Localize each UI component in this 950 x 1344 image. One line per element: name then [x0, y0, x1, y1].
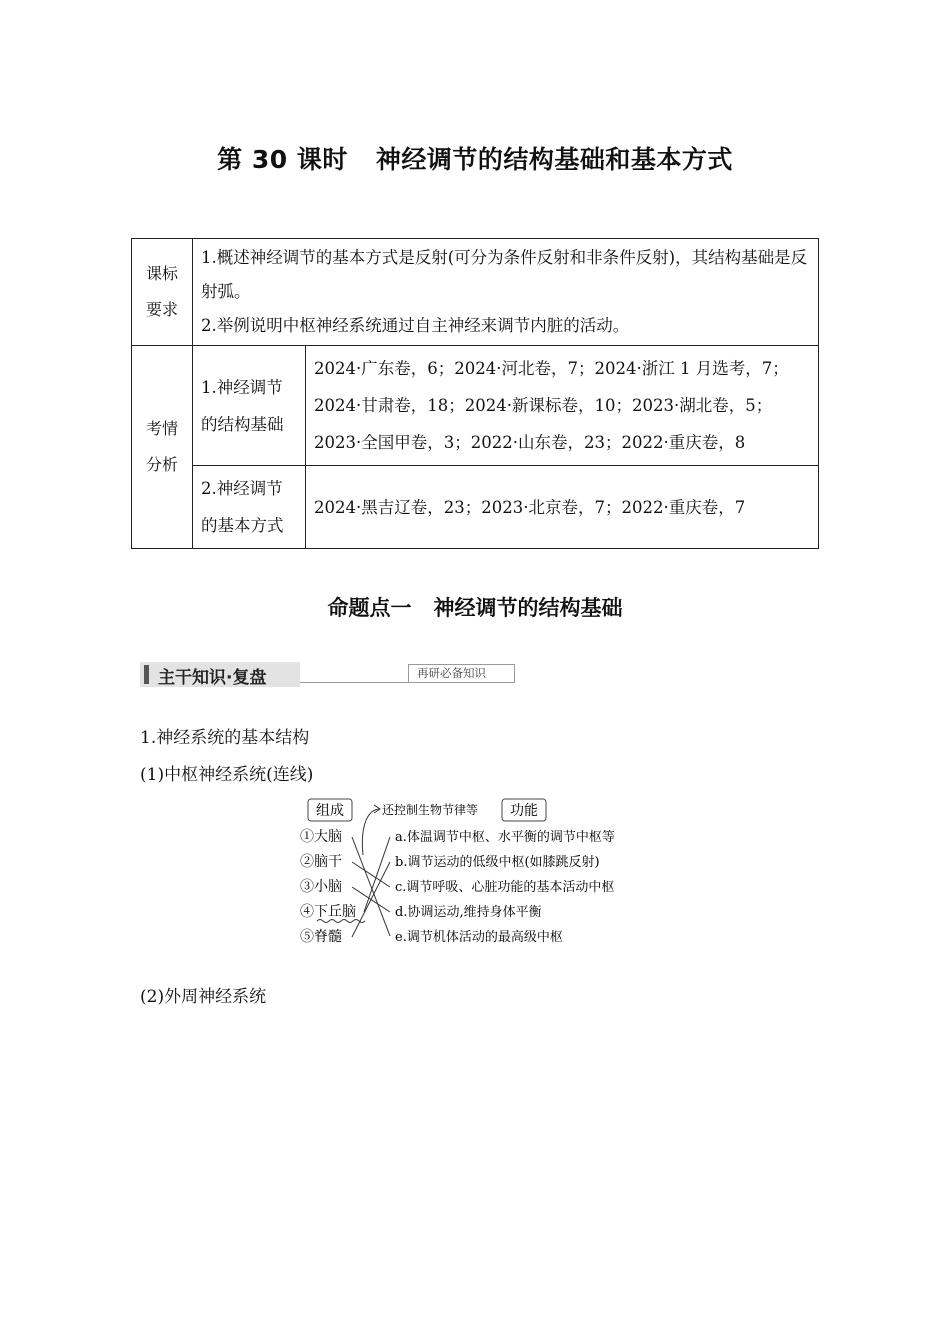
component-4: ④下丘脑	[300, 904, 356, 920]
requirements-content	[193, 239, 819, 346]
match-line-2-c	[352, 862, 390, 887]
banner-bar-icon	[144, 665, 149, 684]
requirements-row	[132, 239, 819, 346]
section-heading: 命题点一 神经调节的结构基础	[327, 596, 623, 620]
note-arrow-line	[362, 809, 380, 855]
function-c: c.调节呼吸、心脏功能的基本活动中枢	[395, 880, 615, 895]
function-b: b.调节运动的低级中枢(如膝跳反射)	[395, 855, 600, 870]
heading-cns: (1)中枢神经系统(连线)	[140, 765, 314, 785]
exam-sources-1: 2024·广东卷，6；2024·河北卷，7；2024·浙江 1 月选考，7；2024·甘肃卷，18；2024·新课标卷，10；2023·湖北卷，5；2023·全国甲卷，3；2022·山东卷，23；2022·重庆卷，8	[306, 346, 819, 466]
functions-header: 功能	[510, 803, 538, 819]
cns-matching-diagram	[290, 795, 670, 955]
page-title	[0, 140, 950, 176]
curriculum-table	[131, 238, 819, 549]
component-5: ⑤脊髓	[300, 929, 342, 945]
heading-pns: (2)外周神经系统	[140, 987, 267, 1007]
component-2: ②脑干	[300, 854, 342, 870]
exam-topic-2: 2.神经调节的基本方式	[193, 466, 306, 549]
exam-row-2	[132, 466, 819, 549]
component-1: ①大脑	[300, 829, 342, 845]
exam-row-1	[132, 346, 819, 466]
exam-analysis-label: 考情 分析	[132, 346, 193, 549]
requirement-item-1: 1.概述神经调节的基本方式是反射(可分为条件反射和非条件反射)，其结构基础是反射弧。	[201, 248, 808, 301]
banner-tag: 再研必备知识	[408, 664, 515, 682]
heading-basic-structure: 1.神经系统的基本结构	[140, 728, 310, 748]
components-header: 组成	[316, 803, 344, 819]
knowledge-review-banner	[140, 662, 515, 687]
title-topic: 神经调节的结构基础和基本方式	[375, 145, 733, 174]
title-lesson-number: 第 30 课时	[217, 145, 348, 174]
component-3: ③小脑	[300, 879, 342, 895]
arrow-note: 还控制生物节律等	[382, 803, 479, 817]
function-d: d.协调运动,维持身体平衡	[395, 905, 542, 920]
function-e: e.调节机体活动的最高级中枢	[395, 930, 563, 945]
exam-topic-1: 1.神经调节的结构基础	[193, 346, 306, 466]
match-line-5-b	[352, 862, 390, 937]
function-a: a.体温调节中枢、水平衡的调节中枢等	[395, 830, 615, 845]
match-line-1-e	[352, 837, 390, 936]
requirements-label: 课标 要求	[132, 239, 193, 346]
exam-sources-2: 2024·黑吉辽卷，23；2023·北京卷，7；2022·重庆卷，7	[306, 466, 819, 549]
requirement-item-2: 2.举例说明中枢神经系统通过自主神经来调节内脏的活动。	[201, 316, 630, 335]
banner-title: 主干知识·复盘	[158, 668, 267, 688]
